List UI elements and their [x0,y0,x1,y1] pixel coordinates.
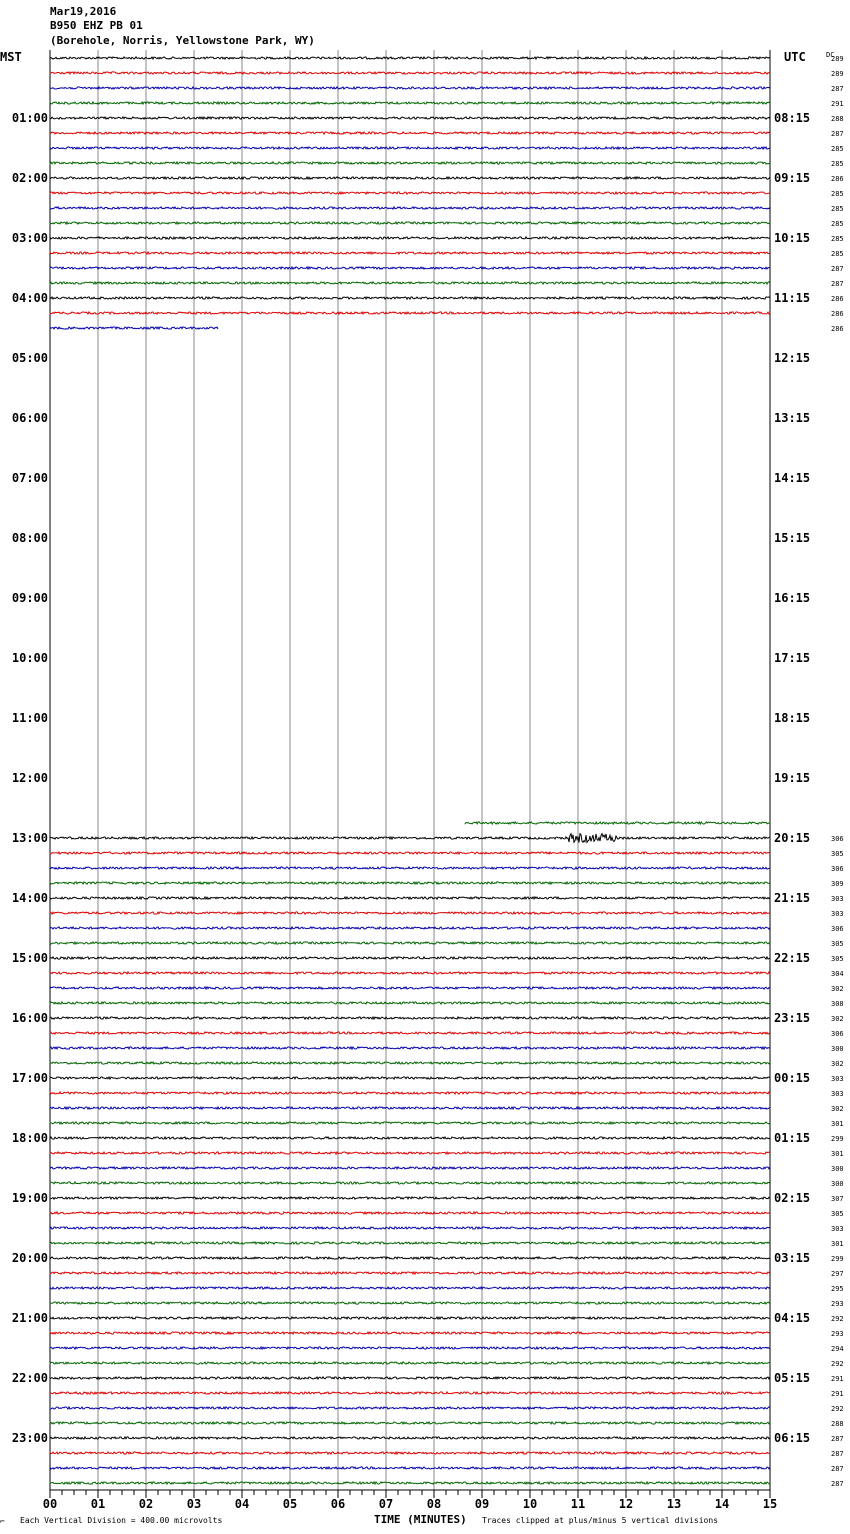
trace-line [50,942,770,944]
trace-line [50,852,770,854]
x-tick-label: 12 [618,1497,634,1511]
trace-line [50,1437,770,1439]
x-tick-label: 09 [474,1497,490,1511]
dc-value: 285 [831,235,844,243]
trace-line [50,72,770,74]
left-hour-label: 14:00 [11,891,48,905]
dc-value: 289 [831,70,844,78]
dc-value: 287 [831,1450,844,1458]
trace-line [50,192,770,194]
dc-value: 292 [831,1405,844,1413]
left-hour-label: 12:00 [11,771,48,785]
x-tick-label: 07 [378,1497,394,1511]
trace-line [50,297,770,299]
x-tick-label: 08 [426,1497,442,1511]
trace-layer [50,57,770,1484]
x-tick-label: 05 [282,1497,298,1511]
trace-line [50,1032,770,1034]
dc-value: 307 [831,1195,844,1203]
left-hour-label: 17:00 [11,1071,48,1085]
right-hour-label: 10:15 [774,231,811,245]
trace-line [50,1302,770,1304]
right-hour-label: 23:15 [774,1011,811,1025]
right-hour-label: 11:15 [774,291,811,305]
right-hour-label: 01:15 [774,1131,811,1145]
x-axis-title: TIME (MINUTES) [374,1513,467,1526]
left-timezone-label: MST [0,50,22,64]
trace-line [50,102,770,104]
dc-value: 286 [831,295,844,303]
x-axis [43,1490,777,1511]
trace-line [50,1122,770,1124]
x-tick-label: 04 [234,1497,250,1511]
trace-line [50,1257,770,1259]
trace-line [50,1002,770,1004]
dc-value: 286 [831,325,844,333]
trace-line [50,222,770,224]
trace-line [50,147,770,149]
dc-value: 285 [831,160,844,168]
right-hour-label: 08:15 [774,111,811,125]
left-hour-label: 15:00 [11,951,48,965]
trace-line [50,1392,770,1394]
dc-value: 303 [831,895,844,903]
dc-value: 302 [831,1060,844,1068]
left-hour-label: 23:00 [11,1431,48,1445]
trace-line [50,1077,770,1079]
trace-line [50,1377,770,1379]
dc-value: 288 [831,1420,844,1428]
right-hour-label: 16:15 [774,591,811,605]
right-hour-label: 15:15 [774,531,811,545]
trace-line [50,57,770,59]
dc-value: 300 [831,1180,844,1188]
left-hour-label: 02:00 [11,171,48,185]
dc-value: 293 [831,1330,844,1338]
trace-line [50,1152,770,1154]
dc-column-header: DC [826,51,835,59]
dc-value: 285 [831,220,844,228]
trace-line [50,1362,770,1364]
trace-line [50,912,770,914]
x-tick-label: 03 [186,1497,202,1511]
trace-line [50,1287,770,1289]
trace-line [50,1017,770,1019]
right-hour-label: 03:15 [774,1251,811,1265]
dc-value: 297 [831,1270,844,1278]
right-hour-label: 20:15 [774,831,811,845]
right-hour-label: 17:15 [774,651,811,665]
dc-value: 287 [831,85,844,93]
dc-value: 287 [831,1435,844,1443]
dc-value: 300 [831,1045,844,1053]
right-hour-label: 02:15 [774,1191,811,1205]
dc-value: 287 [831,265,844,273]
dc-value: 305 [831,1210,844,1218]
left-hour-label: 09:00 [11,591,48,605]
clip-note: Traces clipped at plus/minus 5 vertical divisions [482,1516,719,1525]
dc-value: 305 [831,850,844,858]
x-tick-label: 02 [138,1497,154,1511]
footer [0,1513,718,1526]
dc-value: 291 [831,1390,844,1398]
dc-value: 286 [831,310,844,318]
left-hour-label: 16:00 [11,1011,48,1025]
left-hour-label: 05:00 [11,351,48,365]
left-hour-label: 04:00 [11,291,48,305]
right-hour-label: 04:15 [774,1311,811,1325]
trace-line [50,1212,770,1214]
trace-line [50,972,770,974]
trace-line [50,312,770,314]
dc-value: 287 [831,1480,844,1488]
right-hour-label: 19:15 [774,771,811,785]
trace-line [50,132,770,134]
dc-value: 301 [831,1120,844,1128]
right-hour-label: 12:15 [774,351,811,365]
dc-value: 305 [831,955,844,963]
trace-line [50,1092,770,1094]
x-tick-label: 15 [762,1497,778,1511]
trace-line [50,207,770,209]
dc-value: 302 [831,1015,844,1023]
right-hour-label: 21:15 [774,891,811,905]
trace-line [50,1422,770,1424]
dc-value: 300 [831,1165,844,1173]
left-hour-label: 21:00 [11,1311,48,1325]
dc-value: 303 [831,1225,844,1233]
trace-line [50,987,770,989]
dc-value: 304 [831,970,844,978]
trace-line [50,1182,770,1184]
x-tick-label: 06 [330,1497,346,1511]
dc-value: 303 [831,1075,844,1083]
dc-value: 302 [831,985,844,993]
trace-line [50,162,770,164]
dc-value: 287 [831,130,844,138]
station-location: (Borehole, Norris, Yellowstone Park, WY) [50,34,315,47]
left-hour-label: 22:00 [11,1371,48,1385]
dc-value: 285 [831,250,844,258]
left-hour-label: 20:00 [11,1251,48,1265]
dc-value: 291 [831,1375,844,1383]
dc-value: 308 [831,1000,844,1008]
dc-value: 306 [831,1030,844,1038]
dc-value: 299 [831,1135,844,1143]
dc-value: 292 [831,1360,844,1368]
trace-line [50,327,218,329]
x-tick-label: 11 [570,1497,586,1511]
dc-value: 285 [831,145,844,153]
right-hour-label: 13:15 [774,411,811,425]
dc-value: 286 [831,175,844,183]
trace-line [50,237,770,239]
right-hour-label: 05:15 [774,1371,811,1385]
scale-note: Each Vertical Division = 400.00 microvolts [20,1516,223,1525]
dc-value: 303 [831,910,844,918]
trace-line [50,867,770,869]
left-hour-label: 07:00 [11,471,48,485]
left-hour-label: 03:00 [11,231,48,245]
trace-line [50,1062,770,1064]
trace-line [50,1467,770,1469]
trace-line [50,834,770,843]
trace-line [50,1482,770,1484]
trace-line [50,177,770,179]
dc-value: 291 [831,100,844,108]
left-hour-label: 18:00 [11,1131,48,1145]
dc-value: 289 [831,55,844,63]
dc-value: 306 [831,835,844,843]
trace-line [50,1407,770,1409]
trace-line [50,1347,770,1349]
dc-value: 301 [831,1240,844,1248]
trace-line [465,822,769,824]
trace-line [50,1137,770,1139]
dc-value: 306 [831,925,844,933]
trace-line [50,1317,770,1319]
dc-value: 306 [831,865,844,873]
station-code: B950 EHZ PB 01 [50,19,143,32]
trace-line [50,1272,770,1274]
trace-line [50,1167,770,1169]
trace-line [50,117,770,119]
left-hour-label: 06:00 [11,411,48,425]
trace-line [50,1107,770,1109]
trace-line [50,927,770,929]
trace-line [50,252,770,254]
dc-value: 287 [831,1465,844,1473]
trace-line [50,882,770,884]
dc-value: 285 [831,205,844,213]
left-hour-label: 13:00 [11,831,48,845]
dc-value: 287 [831,280,844,288]
dc-value: 299 [831,1255,844,1263]
left-hour-label: 08:00 [11,531,48,545]
right-timezone-label: UTC [784,50,806,64]
trace-line [50,1047,770,1049]
dc-value: 302 [831,1105,844,1113]
footer-mark: ⌐ [0,1517,5,1526]
trace-line [50,282,770,284]
trace-line [50,1197,770,1199]
trace-line [50,1332,770,1334]
right-hour-label: 14:15 [774,471,811,485]
left-hour-label: 10:00 [11,651,48,665]
x-tick-label: 00 [42,1497,58,1511]
plot-date: Mar19,2016 [50,5,117,18]
right-hour-label: 06:15 [774,1431,811,1445]
trace-line [50,957,770,959]
dc-value: 301 [831,1150,844,1158]
dc-value: 303 [831,1090,844,1098]
dc-value: 288 [831,115,844,123]
dc-value: 295 [831,1285,844,1293]
right-hour-label: 00:15 [774,1071,811,1085]
trace-line [50,897,770,899]
x-tick-label: 10 [522,1497,538,1511]
right-hour-label: 09:15 [774,171,811,185]
left-hour-label: 19:00 [11,1191,48,1205]
trace-line [50,1242,770,1244]
right-hour-label: 22:15 [774,951,811,965]
trace-line [50,267,770,269]
x-tick-label: 13 [666,1497,682,1511]
dc-value: 285 [831,190,844,198]
dc-value: 305 [831,940,844,948]
left-hour-label: 11:00 [11,711,48,725]
trace-line [50,87,770,89]
dc-value: 293 [831,1300,844,1308]
trace-line [50,1452,770,1454]
dc-value: 292 [831,1315,844,1323]
dc-value: 309 [831,880,844,888]
trace-line [50,1227,770,1229]
left-hour-label: 01:00 [11,111,48,125]
x-tick-label: 14 [714,1497,730,1511]
dc-value: 294 [831,1345,844,1353]
x-tick-label: 01 [90,1497,106,1511]
right-hour-label: 18:15 [774,711,811,725]
